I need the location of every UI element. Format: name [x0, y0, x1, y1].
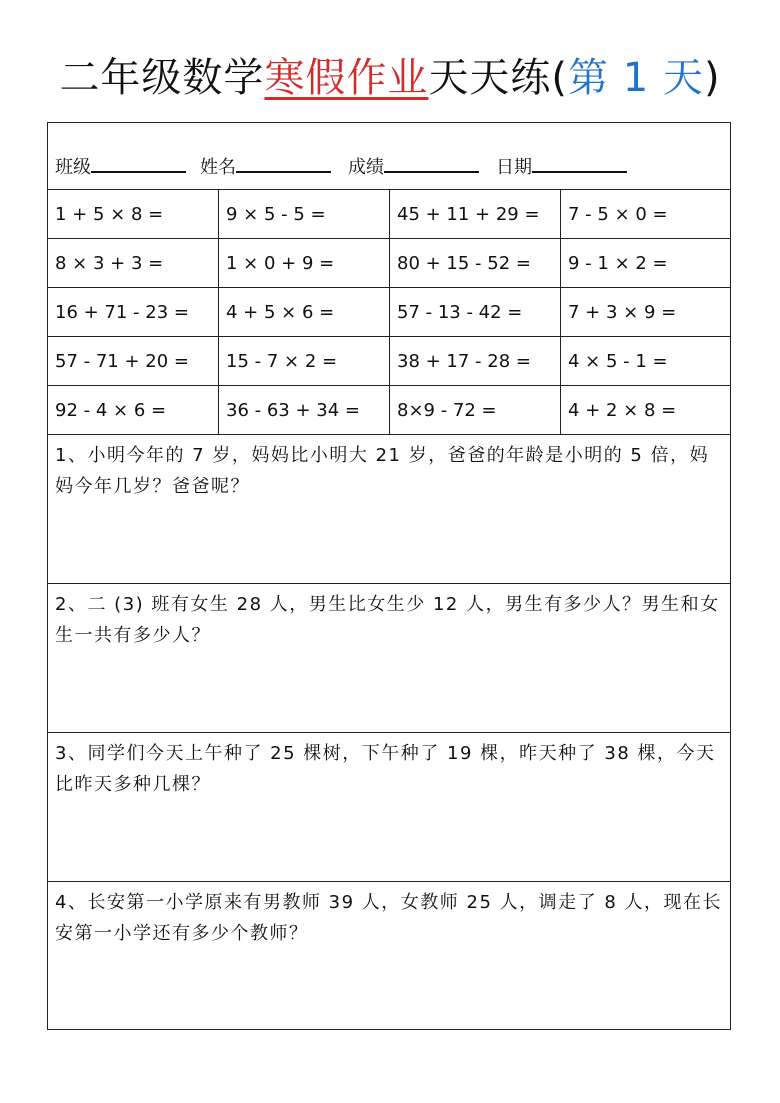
exercise-cell: 57 - 13 - 42 =: [390, 288, 561, 337]
exercise-cell: 8×9 - 72 =: [390, 386, 561, 435]
class-label: 班级: [55, 157, 91, 178]
class-field: [55, 153, 186, 179]
score-field: [348, 153, 479, 179]
title-highlight: 寒假作业: [264, 55, 429, 101]
page-title: [0, 48, 780, 108]
exercise-cell: 4 + 2 × 8 =: [561, 386, 730, 435]
title-day: 第 1 天: [568, 55, 704, 101]
date-label: 日期: [496, 157, 532, 178]
date-field: [496, 153, 627, 179]
exercise-cell: 4 + 5 × 6 =: [219, 288, 390, 337]
exercise-cell: 38 + 17 - 28 =: [390, 337, 561, 386]
title-close: ): [703, 55, 721, 101]
exercise-cell: 80 + 15 - 52 =: [390, 239, 561, 288]
class-blank[interactable]: [91, 153, 186, 173]
exercise-cell: 9 × 5 - 5 =: [219, 190, 390, 239]
name-blank[interactable]: [236, 153, 331, 173]
exercise-cell: 8 × 3 + 3 =: [48, 239, 219, 288]
date-blank[interactable]: [532, 153, 627, 173]
exercise-cell: 15 - 7 × 2 =: [219, 337, 390, 386]
score-blank[interactable]: [384, 153, 479, 173]
title-suffix: 天天练(: [428, 55, 569, 101]
word-problem-2: 2、二 (3) 班有女生 28 人，男生比女生少 12 人，男生有多少人？男生和女生一共有多少人？: [48, 584, 730, 733]
word-problem-1: 1、小明今年的 7 岁，妈妈比小明大 21 岁，爸爸的年龄是小明的 5 倍，妈妈今年几岁？爸爸呢？: [48, 435, 730, 584]
student-info-row: [48, 123, 730, 190]
exercise-cell: 45 + 11 + 29 =: [390, 190, 561, 239]
exercise-cell: 92 - 4 × 6 =: [48, 386, 219, 435]
exercise-cell: 9 - 1 × 2 =: [561, 239, 730, 288]
word-problem-3: 3、同学们今天上午种了 25 棵树，下午种了 19 棵，昨天种了 38 棵，今天比昨天多种几棵？: [48, 733, 730, 882]
exercise-cell: 16 + 71 - 23 =: [48, 288, 219, 337]
exercise-cell: 1 + 5 × 8 =: [48, 190, 219, 239]
worksheet: [47, 122, 731, 1030]
exercise-cell: 57 - 71 + 20 =: [48, 337, 219, 386]
name-label: 姓名: [200, 157, 236, 178]
score-label: 成绩: [348, 157, 384, 178]
exercise-cell: 7 - 5 × 0 =: [561, 190, 730, 239]
exercise-cell: 36 - 63 + 34 =: [219, 386, 390, 435]
title-main: 二年级数学: [59, 55, 265, 101]
word-problem-4: 4、长安第一小学原来有男教师 39 人，女教师 25 人，调走了 8 人，现在长安第一小学还有多少个教师？: [55, 892, 723, 944]
exercise-grid: [48, 190, 730, 435]
exercise-cell: 4 × 5 - 1 =: [561, 337, 730, 386]
exercise-cell: 7 + 3 × 9 =: [561, 288, 730, 337]
name-field: [200, 153, 331, 179]
exercise-cell: 1 × 0 + 9 =: [219, 239, 390, 288]
